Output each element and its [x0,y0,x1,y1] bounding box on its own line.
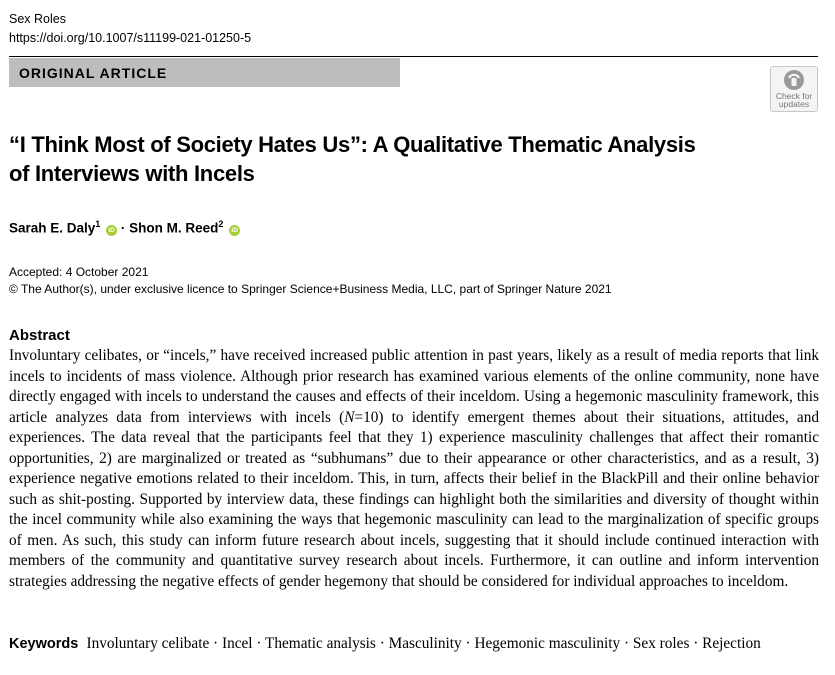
author-affiliation: 2 [218,219,224,229]
keywords-list: Involuntary celibate · Incel · Thematic analysis · Masculinity · Hegemonic masculinity · Sex roles · Rejection [86,635,761,652]
author-name[interactable]: Shon M. Reed [129,220,219,236]
title-line-1: “I Think Most of Society Hates Us”: A Qualitative Thematic Analysis [9,132,696,157]
header-rule [9,56,818,57]
keywords [9,634,761,654]
check-for-updates-label: Check for updates [775,91,813,109]
title-line-2: of Interviews with Incels [9,161,255,186]
journal-info [9,10,251,48]
journal-name: Sex Roles [9,12,66,26]
abstract-heading: Abstract [9,327,70,344]
author-affiliation: 1 [95,219,101,229]
section-banner: ORIGINAL ARTICLE [9,58,400,87]
article-dates [9,264,612,298]
check-for-updates-button[interactable] [770,66,818,112]
abstract-text: Involuntary celibates, or “incels,” have received increased public attention in past years, likely as a result of media reports that link incels to incidents of mass violence. Although prior research has examined various elements of the online community, none have directly engaged with incels to understand the causes and effects of their inceldom. Using a hegemonic masculinity framework, this article analyzes data from interviews with incels (N=10) to identify emergent themes about their situations, attitudes, and experiences. The data reveal that the participants feel that they 1) experience masculinity challenges that affect their romantic opportunities, 2) are marginalized or treated as “subhumans” due to their appearance or other characteristics, and as a result, 3) experience negative emotions related to their inceldom. This, in turn, affects their belief in the BlackPill and their online behavior such as shit-posting. Supported by interview data, these findings can highlight both the similarities and diversity of thought within the incel community while also examining the ways that hegemonic masculinity can lead to the marginalization of specific groups of men. As such, this study can inform future research about incels, suggesting that it should include continued interaction with members of the community and quantitative survey research about incels. Furthermore, it can outline and inform intervention strategies addressing the negative effects of gender hegemony that should be considered for individual approaches to inceldom. [9,347,819,590]
keywords-label: Keywords [9,636,79,652]
article-title [9,130,769,188]
orcid-icon[interactable]: iD [229,225,240,236]
sample-size-value: =10 [354,408,379,426]
orcid-icon[interactable]: iD [106,225,117,236]
check-for-updates-icon [783,69,805,91]
author-list [9,215,240,238]
doi-link[interactable]: https://doi.org/10.1007/s11199-021-01250-5 [9,31,252,45]
accepted-date: Accepted: 4 October 2021 [9,265,149,279]
sample-size-symbol: N [344,408,355,426]
author-name[interactable]: Sarah E. Daly [9,220,96,236]
copyright-notice: © The Author(s), under exclusive licence to Springer Science+Business Media, LLC, part of Springer Nature 2021 [9,282,612,296]
author-separator: · [120,220,126,236]
